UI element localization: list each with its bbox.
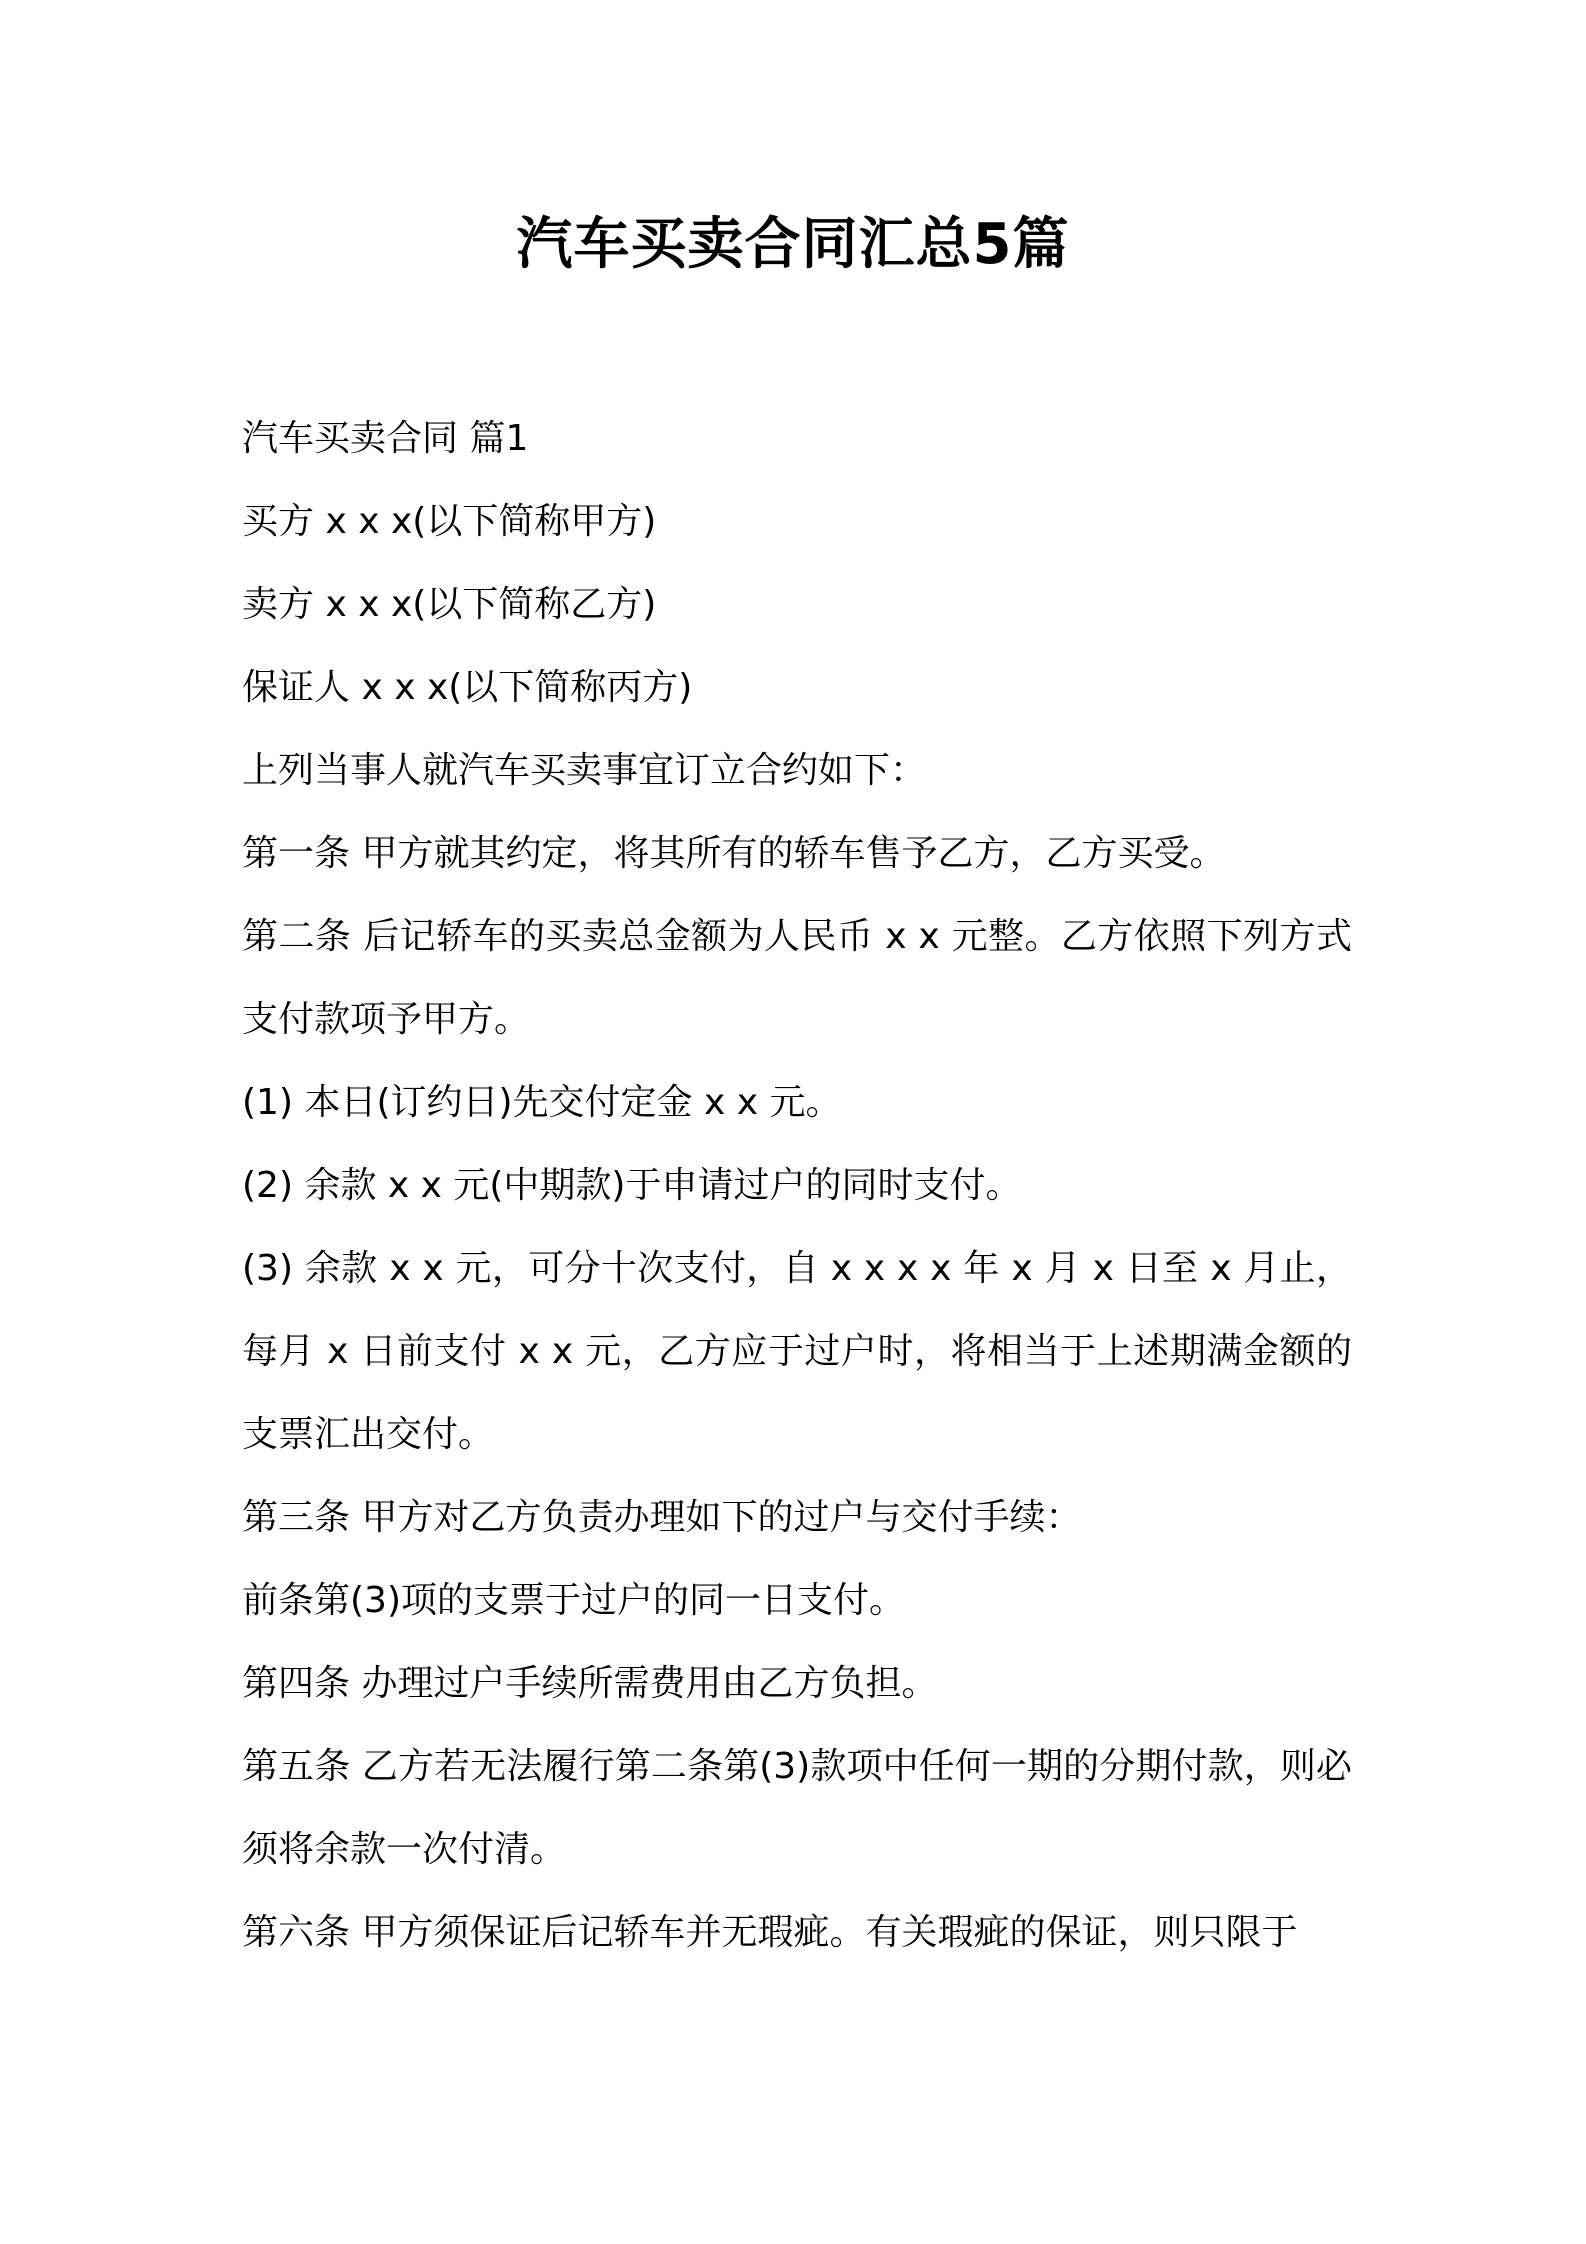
article-4: 第四条 办理过户手续所需费用由乙方负担。 (242, 1663, 938, 1704)
article-6: 第六条 甲方须保证后记轿车并无瑕疵。有关瑕疵的保证，则只限于 (242, 1912, 1298, 1953)
buyer-line: 买方 x x x(以下简称甲方) (242, 501, 657, 542)
preamble: 上列当事人就汽车买卖事宜订立合约如下： (242, 750, 927, 791)
document-title: 汽车买卖合同汇总5篇 (516, 212, 1070, 277)
payment-item-2: (2) 余款 x x 元(中期款)于申请过户的同时支付。 (242, 1165, 1022, 1206)
article-2: 第二条 后记轿车的买卖总金额为人民币 x x 元整。乙方依照下列方式支付款项予甲方。 (242, 916, 1352, 1040)
article-1: 第一条 甲方就其约定，将其所有的轿车售予乙方，乙方买受。 (242, 833, 1226, 874)
payment-item-3: (3) 余款 x x 元，可分十次支付，自 x x x x 年 x 月 x 日至 x 月止，每月 x 日前支付 x x 元，乙方应于过户时，将相当于上述期满金额的支票汇出交付。 (242, 1248, 1352, 1455)
document-body (242, 397, 1352, 1974)
article-3: 第三条 甲方对乙方负责办理如下的过户与交付手续： (242, 1497, 1082, 1538)
article-3-detail: 前条第(3)项的支票于过户的同一日支付。 (242, 1580, 905, 1621)
article-5: 第五条 乙方若无法履行第二条第(3)款项中任何一期的分期付款，则必须将余款一次付清。 (242, 1746, 1352, 1870)
guarantor-line: 保证人 x x x(以下简称丙方) (242, 667, 693, 708)
seller-line: 卖方 x x x(以下简称乙方) (242, 584, 657, 625)
payment-item-1: (1) 本日(订约日)先交付定金 x x 元。 (242, 1082, 842, 1123)
section-heading: 汽车买卖合同 篇1 (242, 418, 529, 459)
